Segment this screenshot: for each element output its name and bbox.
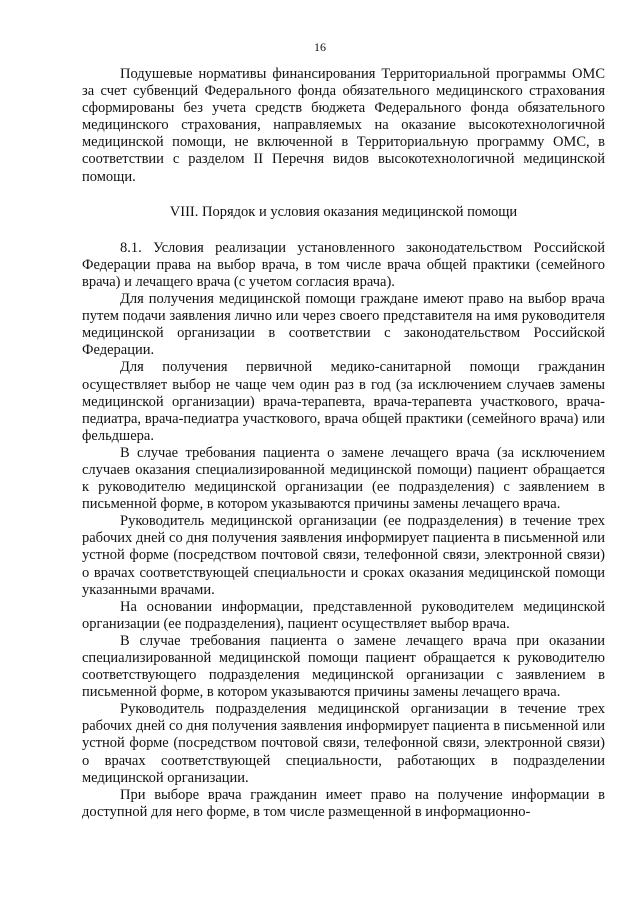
paragraph: Для получения первичной медико-санитарной помощи гражданин осуществляет выбор не чаще чем один раз в год (за исключением случаев замены медицинской организации) врача-терапевта, врача-терапевта участкового, врача-педиатра, врача-педиатра участкового, врача общей практики (семейного врача) или фельдшера.	[82, 359, 605, 444]
paragraph: В случае требования пациента о замене лечащего врача (за исключением случаев оказания специализированной медицинской помощи) пациент обращается к руководителю медицинской организации (ее подразделения) с заявлением в письменной форме, в котором указываются причины замены лечащего врача.	[82, 444, 605, 513]
paragraph: Руководитель медицинской организации (ее подразделения) в течение трех рабочих дней со дня получения заявления информирует пациента в письменной или устной форме (посредством почтовой связи, телефонной связи, электронной связи) о врачах соответствующей специальности и сроках оказания медицинской помощи указанными врачами.	[82, 513, 605, 598]
paragraph: Руководитель подразделения медицинской организации в течение трех рабочих дней со дня получения заявления информирует пациента в письменной или устной форме (посредством почтовой связи, телефонной связи, электронной связи) о врачах соответствующей специальности, работающих в подразделении медицинской организации.	[82, 701, 605, 786]
paragraph: 8.1. Условия реализации установленного законодательством Российской Федерации права на выбор врача, в том числе врача общей практики (семейного врача) и лечащего врача (с учетом согласия врача).	[82, 239, 605, 290]
section-heading: VIII. Порядок и условия оказания медицинской помощи	[169, 203, 518, 220]
page-number: 16	[314, 40, 326, 54]
paragraph: Подушевые нормативы финансирования Территориальной программы ОМС за счет субвенций Федерального фонда обязательного медицинского страхования сформированы без учета средств бюджета Федерального фонда обязательного медицинского страхования, направляемых на оказание высокотехнологичной медицинской помощи, не включенной в Территориальную программу ОМС, в соответствии с разделом II Перечня видов высокотехнологичной медицинской помощи.	[82, 66, 605, 185]
paragraph: В случае требования пациента о замене лечащего врача при оказании специализированной медицинской помощи пациент обращается к руководителю соответствующего подразделения медицинской организации с заявлением в письменной форме, в котором указываются причины замены лечащего врача.	[82, 632, 605, 701]
paragraph: На основании информации, представленной руководителем медицинской организации (ее подразделения), пациент осуществляет выбор врача.	[82, 598, 605, 632]
paragraph: Для получения медицинской помощи граждане имеют право на выбор врача путем подачи заявления лично или через своего представителя на имя руководителя медицинской организации в соответствии с законодательством Российской Федерации.	[82, 291, 605, 359]
document-body	[82, 66, 605, 821]
paragraph: При выборе врача гражданин имеет право на получение информации в доступной для него форме, в том числе размещенной в информационно-	[82, 786, 605, 820]
